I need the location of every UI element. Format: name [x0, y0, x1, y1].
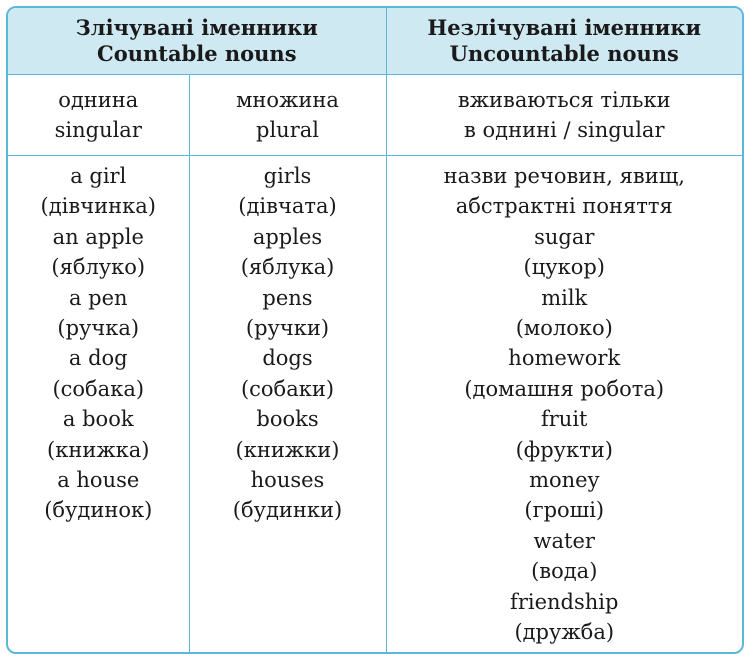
- uncountable-item: назви речовин, явищ,: [443, 164, 685, 188]
- nouns-table: [8, 8, 742, 652]
- uncountable-column: [386, 156, 742, 653]
- body-row: [8, 156, 742, 653]
- plural-item: (будинки): [232, 498, 343, 523]
- plural-item: (ручки): [245, 316, 330, 341]
- subheader-uncountable-note: [386, 75, 742, 156]
- plural-item: books: [256, 407, 319, 432]
- plural-item: dogs: [262, 346, 313, 371]
- plural-item: houses: [250, 468, 325, 493]
- subheader-singular-en: singular: [54, 118, 142, 142]
- plural-item: pens: [262, 285, 313, 310]
- header-uncountable-ua: Незлічувані іменники: [427, 15, 702, 40]
- plural-item: (яблука): [240, 255, 335, 280]
- singular-item: (книжка): [47, 437, 150, 462]
- subheader-plural: [189, 75, 386, 156]
- uncountable-item: milk: [541, 285, 588, 310]
- header-countable: [8, 8, 386, 75]
- plural-item: (собаки): [240, 376, 335, 401]
- subheader-singular: [8, 75, 189, 156]
- header-countable-ua: Злічувані іменники: [75, 15, 318, 40]
- uncountable-item: fruit: [541, 407, 588, 432]
- singular-item: a girl: [70, 164, 127, 188]
- uncountable-item: (дружба): [514, 620, 615, 645]
- plural-item: girls: [263, 164, 312, 188]
- singular-item: (собака): [52, 376, 145, 401]
- subheader-singular-ua: однина: [58, 88, 139, 112]
- uncountable-item: (молоко): [515, 316, 613, 341]
- singular-item: an apple: [52, 224, 144, 249]
- singular-item: (дівчинка): [40, 194, 156, 219]
- singular-item: (яблуко): [51, 255, 146, 280]
- plural-column: [189, 156, 386, 653]
- plural-item: apples: [252, 224, 323, 249]
- uncountable-item: абстрактні поняття: [455, 194, 673, 219]
- singular-item: (ручка): [57, 316, 140, 341]
- header-countable-en: Countable nouns: [96, 41, 297, 66]
- uncountable-item: sugar: [534, 224, 595, 249]
- uncountable-item: (цукор): [523, 255, 605, 280]
- singular-item: a house: [57, 468, 140, 493]
- singular-item: a pen: [68, 285, 128, 310]
- uncountable-item: (домашня робота): [464, 376, 665, 401]
- plural-item: (книжки): [235, 437, 340, 462]
- uncountable-item: (вода): [531, 559, 598, 584]
- header-row: [8, 8, 742, 75]
- subheader-note-line-2: в однині / singular: [464, 118, 665, 142]
- subheader-plural-en: plural: [256, 118, 319, 142]
- subheader-note-line-1: вживаються тільки: [457, 88, 671, 112]
- singular-item: a book: [62, 407, 134, 432]
- singular-item: a dog: [68, 346, 128, 371]
- subheader-plural-ua: множина: [236, 88, 339, 112]
- uncountable-item: homework: [508, 346, 621, 371]
- uncountable-item: friendship: [510, 589, 619, 614]
- nouns-table-frame: [6, 6, 744, 654]
- singular-column: [8, 156, 189, 653]
- uncountable-item: (гроші): [524, 498, 605, 523]
- header-uncountable-en: Uncountable nouns: [449, 41, 679, 66]
- uncountable-item: (фрукти): [515, 437, 613, 462]
- subheader-row: [8, 75, 742, 156]
- uncountable-item: money: [529, 468, 600, 493]
- header-uncountable: [386, 8, 742, 75]
- plural-item: (дівчата): [238, 194, 337, 219]
- uncountable-item: water: [533, 528, 595, 553]
- singular-item: (будинок): [44, 498, 153, 523]
